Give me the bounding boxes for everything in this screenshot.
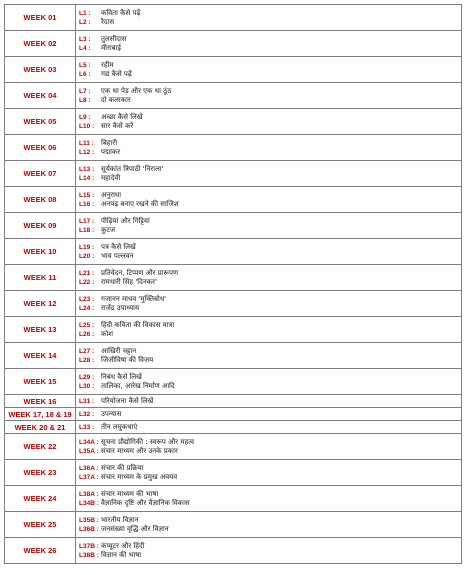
week-label: WEEK 01	[5, 5, 76, 31]
lesson-cell	[76, 135, 462, 161]
schedule-row	[5, 395, 462, 408]
lesson-line	[79, 226, 461, 235]
lesson-cell	[76, 83, 462, 109]
lesson-title: वैज्ञानिक दृष्टि और वैज्ञानिक विकास	[101, 498, 190, 507]
schedule-row	[5, 369, 462, 395]
schedule-row	[5, 408, 462, 421]
lesson-code: L11 :	[79, 139, 94, 147]
lesson-title: संचार माध्यम की भाषा	[101, 489, 159, 498]
lesson-line	[79, 217, 461, 226]
lesson-code: L7 :	[79, 87, 91, 95]
lesson-code: L20 :	[79, 252, 95, 260]
lesson-code: L36B :	[79, 525, 99, 533]
schedule-table	[4, 4, 462, 564]
lesson-code: L24 :	[79, 304, 95, 312]
lesson-code: L37A :	[79, 473, 99, 481]
lesson-code: L25 :	[79, 321, 95, 329]
lesson-title: पत्र कैसे लिखें	[101, 242, 136, 251]
lesson-cell	[76, 369, 462, 395]
lesson-line	[79, 525, 461, 534]
lesson-code: L32 :	[79, 410, 95, 418]
lesson-code: L1 :	[79, 9, 91, 17]
lesson-title: महादेवी	[101, 173, 121, 182]
week-label: WEEK 14	[5, 343, 76, 369]
schedule-row	[5, 109, 462, 135]
lesson-line	[79, 542, 461, 551]
lesson-title: तुलसीदास	[101, 34, 127, 43]
lesson-cell	[76, 434, 462, 460]
lesson-title: विज्ञान की भाषा	[101, 550, 142, 559]
week-label: WEEK 03	[5, 57, 76, 83]
lesson-title: रामधारी सिंह 'दिनकर'	[101, 277, 157, 286]
lesson-line	[79, 9, 461, 18]
lesson-line	[79, 18, 461, 27]
lesson-code: L19 :	[79, 243, 95, 251]
lesson-title: कुटज	[101, 225, 116, 234]
week-label: WEEK 07	[5, 161, 76, 187]
lesson-cell	[76, 343, 462, 369]
schedule-row	[5, 421, 462, 434]
lesson-line	[79, 174, 461, 183]
lesson-line	[79, 35, 461, 44]
lesson-title: एक था पेड़ और एक था ठूंठ	[101, 86, 172, 95]
week-label: WEEK 09	[5, 213, 76, 239]
lesson-code: L16 :	[79, 200, 95, 208]
lesson-title: गजानन माधव 'मुक्तिबोध'	[101, 294, 167, 303]
lesson-code: L34A :	[79, 438, 99, 446]
lesson-code: L38B :	[79, 551, 99, 559]
lesson-title: प्रतिवेदन, टिप्पण और प्रारूपण	[101, 268, 179, 277]
lesson-line	[79, 295, 461, 304]
lesson-line	[79, 423, 461, 432]
lesson-code: L3 :	[79, 35, 91, 43]
lesson-title: बिहारी	[101, 138, 118, 147]
lesson-line	[79, 321, 461, 330]
week-label: WEEK 04	[5, 83, 76, 109]
lesson-code: L28 :	[79, 356, 95, 364]
lesson-code: L9 :	[79, 113, 91, 121]
lesson-title: संचार माध्यम और उनके प्रकार	[101, 446, 178, 455]
lesson-code: L21 :	[79, 269, 95, 277]
lesson-line	[79, 278, 461, 287]
week-label: WEEK 23	[5, 460, 76, 486]
lesson-cell	[76, 460, 462, 486]
lesson-cell	[76, 408, 462, 421]
lesson-title: दो कलाकार	[101, 95, 131, 104]
lesson-title: तीन लघुकथाएं	[101, 422, 138, 431]
schedule-body	[5, 5, 462, 564]
lesson-code: L35B :	[79, 516, 99, 524]
lesson-line	[79, 61, 461, 70]
schedule-row	[5, 317, 462, 343]
lesson-line	[79, 87, 461, 96]
schedule-row	[5, 83, 462, 109]
lesson-line	[79, 96, 461, 105]
lesson-code: L18 :	[79, 226, 95, 234]
lesson-title: मीराबाई	[101, 43, 121, 52]
lesson-line	[79, 447, 461, 456]
schedule-row	[5, 213, 462, 239]
schedule-row	[5, 239, 462, 265]
lesson-title: सूर्यकांत त्रिपाठी 'निराला'	[101, 164, 164, 173]
week-label: WEEK 22	[5, 434, 76, 460]
lesson-line	[79, 200, 461, 209]
lesson-code: L33 :	[79, 423, 95, 431]
lesson-line	[79, 373, 461, 382]
lesson-line	[79, 165, 461, 174]
lesson-title: अच्छा कैसे लिखें	[101, 112, 143, 121]
lesson-cell	[76, 57, 462, 83]
lesson-title: कोश	[101, 329, 113, 338]
schedule-row	[5, 343, 462, 369]
schedule-row	[5, 135, 462, 161]
lesson-title: राजेंद्र उपाध्याय	[101, 303, 140, 312]
lesson-code: L2 :	[79, 18, 91, 26]
lesson-code: L6 :	[79, 70, 91, 78]
schedule-row	[5, 486, 462, 512]
lesson-code: L27 :	[79, 347, 95, 355]
lesson-line	[79, 516, 461, 525]
lesson-code: L17 :	[79, 217, 95, 225]
lesson-title: अनपढ़ बनाए रखने की साजिश	[101, 199, 179, 208]
week-label: WEEK 02	[5, 31, 76, 57]
lesson-code: L26 :	[79, 330, 95, 338]
lesson-code: L23 :	[79, 295, 95, 303]
lesson-title: अनुराधा	[101, 190, 122, 199]
lesson-line	[79, 191, 461, 200]
lesson-title: कंप्यूटर और हिंदी	[101, 541, 145, 550]
lesson-line	[79, 304, 461, 313]
lesson-line	[79, 113, 461, 122]
schedule-row	[5, 5, 462, 31]
lesson-title: संचार की प्रक्रिया	[101, 463, 144, 472]
lesson-line	[79, 330, 461, 339]
lesson-line	[79, 356, 461, 365]
lesson-line	[79, 464, 461, 473]
lesson-line	[79, 148, 461, 157]
week-label: WEEK 16	[5, 395, 76, 408]
schedule-row	[5, 57, 462, 83]
lesson-cell	[76, 31, 462, 57]
lesson-line	[79, 397, 461, 406]
week-label: WEEK 15	[5, 369, 76, 395]
lesson-line	[79, 347, 461, 356]
week-label: WEEK 08	[5, 187, 76, 213]
lesson-code: L10 :	[79, 122, 95, 130]
lesson-line	[79, 551, 461, 560]
lesson-title: भारतीय विज्ञान	[101, 515, 139, 524]
lesson-title: जिजीविषा की विजय	[101, 355, 154, 364]
lesson-title: कविता कैसे पढ़ें	[101, 8, 141, 17]
lesson-line	[79, 243, 461, 252]
lesson-code: L30 :	[79, 382, 95, 390]
lesson-code: L31 :	[79, 397, 95, 405]
lesson-cell	[76, 291, 462, 317]
lesson-code: L38A :	[79, 490, 99, 498]
week-label: WEEK 05	[5, 109, 76, 135]
lesson-code: L14 :	[79, 174, 95, 182]
lesson-code: L37B :	[79, 542, 99, 550]
lesson-code: L15 :	[79, 191, 95, 199]
lesson-title: पद्माकर	[101, 147, 121, 156]
week-label: WEEK 13	[5, 317, 76, 343]
lesson-title: गद्य कैसे पढ़ें	[101, 69, 132, 78]
lesson-title: सूचना प्रौद्योगिकी : स्वरूप और महत्व	[101, 437, 195, 446]
schedule-row	[5, 265, 462, 291]
lesson-title: उपन्यास	[101, 409, 122, 418]
lesson-cell	[76, 317, 462, 343]
lesson-line	[79, 252, 461, 261]
lesson-title: निबंध कैसे लिखें	[101, 372, 142, 381]
lesson-cell	[76, 512, 462, 538]
schedule-row	[5, 538, 462, 564]
lesson-line	[79, 499, 461, 508]
lesson-line	[79, 139, 461, 148]
lesson-cell	[76, 421, 462, 434]
schedule-row	[5, 31, 462, 57]
lesson-cell	[76, 161, 462, 187]
lesson-line	[79, 473, 461, 482]
schedule-row	[5, 291, 462, 317]
lesson-line	[79, 490, 461, 499]
lesson-line	[79, 382, 461, 391]
lesson-title: संचार माध्यम के प्रमुख अवयव	[101, 472, 178, 481]
lesson-title: तालिका, आरेख निर्माण आदि	[101, 381, 175, 390]
week-label: WEEK 20 & 21	[5, 421, 76, 434]
lesson-line	[79, 122, 461, 131]
lesson-title: पीढ़ियां और गिट्टियां	[101, 216, 150, 225]
lesson-cell	[76, 109, 462, 135]
schedule-row	[5, 434, 462, 460]
lesson-cell	[76, 5, 462, 31]
week-label: WEEK 10	[5, 239, 76, 265]
schedule-row	[5, 187, 462, 213]
lesson-line	[79, 410, 461, 419]
lesson-code: L34B :	[79, 499, 99, 507]
lesson-title: परियोजना कैसे लिखें	[101, 396, 154, 405]
lesson-code: L8 :	[79, 96, 91, 104]
lesson-line	[79, 438, 461, 447]
lesson-cell	[76, 213, 462, 239]
lesson-cell	[76, 395, 462, 408]
lesson-cell	[76, 486, 462, 512]
lesson-line	[79, 44, 461, 53]
week-label: WEEK 12	[5, 291, 76, 317]
lesson-code: L4 :	[79, 44, 91, 52]
week-label: WEEK 26	[5, 538, 76, 564]
lesson-title: आखिरी चट्टान	[101, 346, 137, 355]
week-label: WEEK 06	[5, 135, 76, 161]
lesson-line	[79, 269, 461, 278]
lesson-code: L22 :	[79, 278, 95, 286]
lesson-cell	[76, 239, 462, 265]
lesson-title: भाव पल्लवन	[101, 251, 134, 260]
week-label: WEEK 11	[5, 265, 76, 291]
schedule-row	[5, 512, 462, 538]
lesson-code: L36A :	[79, 464, 99, 472]
lesson-code: L29 :	[79, 373, 95, 381]
lesson-title: हिंदी कविता की विकास यात्रा	[101, 320, 175, 329]
lesson-code: L13 :	[79, 165, 95, 173]
lesson-code: L12 :	[79, 148, 95, 156]
lesson-cell	[76, 187, 462, 213]
week-label: WEEK 24	[5, 486, 76, 512]
week-label: WEEK 25	[5, 512, 76, 538]
lesson-title: रैदास	[101, 17, 115, 26]
schedule-row	[5, 161, 462, 187]
lesson-cell	[76, 265, 462, 291]
lesson-title: रहीम	[101, 60, 114, 69]
lesson-line	[79, 70, 461, 79]
lesson-cell	[76, 538, 462, 564]
schedule-row	[5, 460, 462, 486]
week-label: WEEK 17, 18 & 19	[5, 408, 76, 421]
lesson-title: जनसंख्या वृद्धि और विज्ञान	[101, 524, 169, 533]
lesson-code: L35A :	[79, 447, 99, 455]
lesson-code: L5 :	[79, 61, 91, 69]
lesson-title: सार कैसे करें	[101, 121, 134, 130]
